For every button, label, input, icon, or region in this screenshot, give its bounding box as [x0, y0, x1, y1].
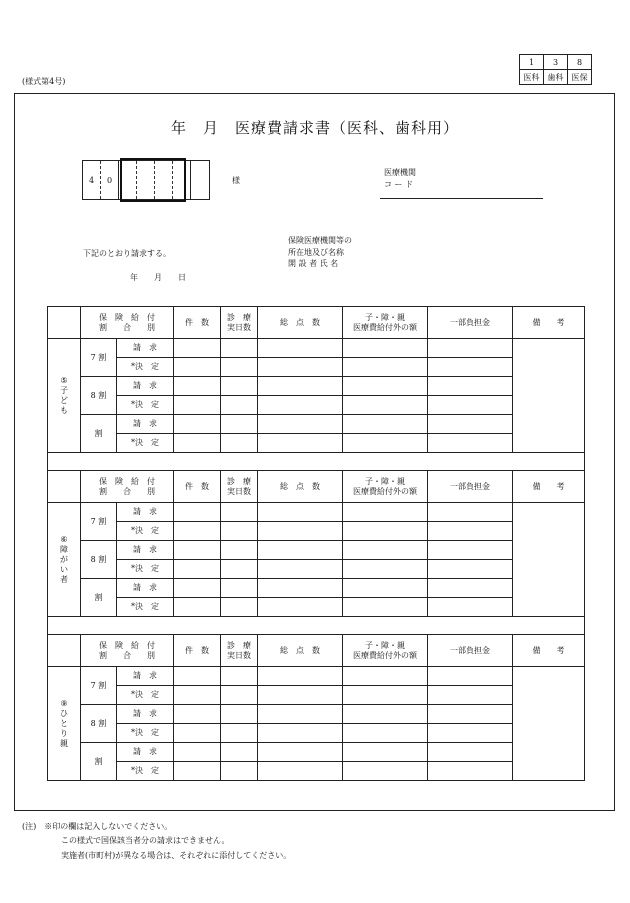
table-header-row: [48, 307, 585, 339]
institution-code-label: 医療機関 コ ー ド: [384, 168, 416, 189]
input-cell[interactable]: [258, 705, 343, 724]
section-label: ⑨ ひ と り 親: [48, 667, 81, 781]
row-label: 請 求: [117, 705, 174, 724]
section-label: ⑥ 障 が い 者: [48, 503, 81, 617]
remarks-header: 備 考: [513, 635, 585, 667]
other-header: 子・障・親 医療費給付外の額: [343, 471, 428, 503]
copay-header: 一部負担金: [428, 307, 513, 339]
input-cell[interactable]: [174, 724, 221, 743]
code-label: 歯科: [544, 70, 568, 85]
table-row: [48, 415, 585, 434]
input-cell[interactable]: [258, 724, 343, 743]
input-cell[interactable]: [428, 541, 513, 560]
input-cell[interactable]: [174, 579, 221, 598]
remarks-cell[interactable]: [513, 667, 585, 781]
row-label: 請 求: [117, 339, 174, 358]
code-label: 医保: [568, 70, 592, 85]
note-line: (注) ※印の欄は記入しないでください。: [22, 822, 173, 831]
row-label: *決 定: [117, 686, 174, 705]
table-row: [48, 358, 585, 377]
table-header-row: [48, 471, 585, 503]
table-row: [48, 579, 585, 598]
blank-cell: [48, 471, 81, 503]
input-cell[interactable]: [221, 598, 258, 617]
input-cell[interactable]: [258, 743, 343, 762]
rate-label: 8 割: [81, 705, 117, 743]
code-number: 1: [520, 55, 544, 70]
input-cell[interactable]: [221, 541, 258, 560]
input-cell[interactable]: [174, 705, 221, 724]
input-cell[interactable]: [221, 377, 258, 396]
input-cell[interactable]: [258, 339, 343, 358]
highlight-box: [120, 158, 186, 202]
input-cell[interactable]: [174, 358, 221, 377]
rate-label: 7 割: [81, 667, 117, 705]
row-label: 請 求: [117, 743, 174, 762]
input-cell[interactable]: [343, 396, 428, 415]
input-cell[interactable]: [428, 522, 513, 541]
table-row: [48, 724, 585, 743]
input-cell[interactable]: [258, 667, 343, 686]
input-cell[interactable]: [258, 762, 343, 781]
input-cell[interactable]: [258, 503, 343, 522]
table-row: [48, 686, 585, 705]
input-cell[interactable]: [428, 560, 513, 579]
input-cell[interactable]: [343, 541, 428, 560]
table-row: [48, 598, 585, 617]
input-cell[interactable]: [221, 522, 258, 541]
table-row: [48, 503, 585, 522]
input-cell[interactable]: [258, 560, 343, 579]
input-cell[interactable]: [221, 667, 258, 686]
row-label: 請 求: [117, 667, 174, 686]
input-cell[interactable]: [343, 598, 428, 617]
input-cell[interactable]: [174, 598, 221, 617]
input-cell[interactable]: [221, 503, 258, 522]
input-cell[interactable]: [174, 396, 221, 415]
input-cell[interactable]: [221, 396, 258, 415]
row-label: 請 求: [117, 415, 174, 434]
benefit-header: 保 険 給 付 割 合 別: [81, 635, 174, 667]
input-cell[interactable]: [221, 560, 258, 579]
table-row: [48, 339, 585, 358]
input-cell[interactable]: [221, 743, 258, 762]
input-cell[interactable]: [221, 762, 258, 781]
page-title: 年 月 医療費請求書（医科、歯科用）: [170, 119, 459, 137]
row-label: *決 定: [117, 396, 174, 415]
row-label: 請 求: [117, 503, 174, 522]
copay-header: 一部負担金: [428, 471, 513, 503]
code-number: 3: [544, 55, 568, 70]
note-line: 実施者(市町村)が異なる場合は、それぞれに添付してください。: [61, 850, 292, 860]
input-cell[interactable]: [174, 667, 221, 686]
input-cell[interactable]: [221, 705, 258, 724]
count-header: 件 数: [174, 471, 221, 503]
input-cell[interactable]: [428, 503, 513, 522]
input-cell[interactable]: [221, 339, 258, 358]
input-cell[interactable]: [428, 598, 513, 617]
other-header: 子・障・親 医療費給付外の額: [343, 307, 428, 339]
input-cell[interactable]: [174, 560, 221, 579]
rate-label: 8 割: [81, 377, 117, 415]
input-cell[interactable]: [343, 434, 428, 453]
input-cell[interactable]: [343, 415, 428, 434]
input-cell[interactable]: [258, 686, 343, 705]
remarks-cell[interactable]: [513, 339, 585, 453]
input-cell[interactable]: [174, 503, 221, 522]
institution-code-field[interactable]: [380, 198, 543, 199]
spacer-row: [48, 617, 585, 635]
input-cell[interactable]: [343, 724, 428, 743]
input-cell[interactable]: [428, 762, 513, 781]
input-cell[interactable]: [221, 686, 258, 705]
input-cell[interactable]: [258, 377, 343, 396]
input-cell[interactable]: [343, 579, 428, 598]
input-cell[interactable]: [428, 358, 513, 377]
code-boxes: [519, 54, 592, 85]
input-cell[interactable]: [428, 579, 513, 598]
input-cell[interactable]: [174, 415, 221, 434]
rate-label: 7 割: [81, 339, 117, 377]
days-header: 診 療 実日数: [221, 471, 258, 503]
remarks-cell[interactable]: [513, 503, 585, 617]
row-label: *決 定: [117, 358, 174, 377]
input-cell[interactable]: [428, 339, 513, 358]
input-cell[interactable]: [428, 377, 513, 396]
input-cell[interactable]: [428, 396, 513, 415]
input-cell[interactable]: [174, 377, 221, 396]
digit-cell[interactable]: [191, 161, 209, 199]
spacer-cell: [48, 453, 585, 471]
digit-cell: 0: [101, 161, 119, 199]
request-date[interactable]: 年 月 日: [130, 273, 186, 282]
provider-label: 保険医療機関等の 所在地及び名称 開 設 者 氏 名: [288, 236, 352, 269]
table-row: [48, 743, 585, 762]
remarks-header: 備 考: [513, 471, 585, 503]
digit-cell: 4: [83, 161, 101, 199]
input-cell[interactable]: [343, 503, 428, 522]
spacer-cell: [48, 617, 585, 635]
input-cell[interactable]: [428, 743, 513, 762]
rate-label: 7 割: [81, 503, 117, 541]
input-cell[interactable]: [258, 522, 343, 541]
input-cell[interactable]: [258, 541, 343, 560]
table-row: [48, 705, 585, 724]
input-cell[interactable]: [221, 724, 258, 743]
input-cell[interactable]: [343, 358, 428, 377]
input-cell[interactable]: [174, 686, 221, 705]
table-row: [48, 560, 585, 579]
input-cell[interactable]: [221, 579, 258, 598]
table-row: [48, 377, 585, 396]
benefit-header: 保 険 給 付 割 合 別: [81, 307, 174, 339]
table-row: [48, 434, 585, 453]
days-header: 診 療 実日数: [221, 307, 258, 339]
table-row: [48, 667, 585, 686]
input-cell[interactable]: [428, 667, 513, 686]
input-cell[interactable]: [174, 339, 221, 358]
blank-cell: [48, 307, 81, 339]
input-cell[interactable]: [258, 358, 343, 377]
blank-cell: [48, 635, 81, 667]
request-text: 下記のとおり請求する。: [83, 249, 171, 258]
input-cell[interactable]: [343, 522, 428, 541]
input-cell[interactable]: [428, 705, 513, 724]
input-cell[interactable]: [174, 541, 221, 560]
input-cell[interactable]: [428, 415, 513, 434]
input-cell[interactable]: [258, 415, 343, 434]
input-cell[interactable]: [221, 415, 258, 434]
input-cell[interactable]: [258, 598, 343, 617]
table-row: [48, 762, 585, 781]
table-header-row: [48, 635, 585, 667]
row-label: *決 定: [117, 434, 174, 453]
input-cell[interactable]: [258, 434, 343, 453]
benefit-header: 保 険 給 付 割 合 別: [81, 471, 174, 503]
input-cell[interactable]: [174, 762, 221, 781]
points-header: 総 点 数: [258, 307, 343, 339]
remarks-header: 備 考: [513, 307, 585, 339]
copay-header: 一部負担金: [428, 635, 513, 667]
row-label: 請 求: [117, 579, 174, 598]
row-label: *決 定: [117, 724, 174, 743]
note-line: この様式で国保該当者分の請求はできません。: [61, 836, 230, 846]
count-header: 件 数: [174, 307, 221, 339]
rate-label: 割: [81, 415, 117, 453]
input-cell[interactable]: [428, 686, 513, 705]
input-cell[interactable]: [221, 434, 258, 453]
section-label: ⑤ 子 ど も: [48, 339, 81, 453]
count-header: 件 数: [174, 635, 221, 667]
input-cell[interactable]: [343, 560, 428, 579]
table-row: [48, 522, 585, 541]
input-cell[interactable]: [343, 743, 428, 762]
table-row: [48, 396, 585, 415]
input-cell[interactable]: [343, 762, 428, 781]
points-header: 総 点 数: [258, 471, 343, 503]
input-cell[interactable]: [343, 667, 428, 686]
input-cell[interactable]: [174, 434, 221, 453]
days-header: 診 療 実日数: [221, 635, 258, 667]
code-number: 8: [568, 55, 592, 70]
points-header: 総 点 数: [258, 635, 343, 667]
row-label: *決 定: [117, 560, 174, 579]
code-label: 医科: [520, 70, 544, 85]
input-cell[interactable]: [174, 522, 221, 541]
row-label: *決 定: [117, 598, 174, 617]
input-cell[interactable]: [221, 358, 258, 377]
table-row: [48, 541, 585, 560]
input-cell[interactable]: [343, 377, 428, 396]
row-label: *決 定: [117, 522, 174, 541]
input-cell[interactable]: [343, 705, 428, 724]
notes: [22, 820, 291, 863]
spacer-row: [48, 453, 585, 471]
rate-label: 割: [81, 579, 117, 617]
input-cell[interactable]: [174, 743, 221, 762]
rate-label: 割: [81, 743, 117, 781]
input-cell[interactable]: [258, 396, 343, 415]
row-label: 請 求: [117, 377, 174, 396]
input-cell[interactable]: [428, 434, 513, 453]
row-label: 請 求: [117, 541, 174, 560]
input-cell[interactable]: [343, 339, 428, 358]
row-label: *決 定: [117, 762, 174, 781]
claims-table: [47, 306, 585, 781]
input-cell[interactable]: [428, 724, 513, 743]
rate-label: 8 割: [81, 541, 117, 579]
recipient-suffix: 様: [232, 176, 240, 185]
other-header: 子・障・親 医療費給付外の額: [343, 635, 428, 667]
form-number: (様式第4号): [22, 77, 66, 86]
input-cell[interactable]: [258, 579, 343, 598]
input-cell[interactable]: [343, 686, 428, 705]
